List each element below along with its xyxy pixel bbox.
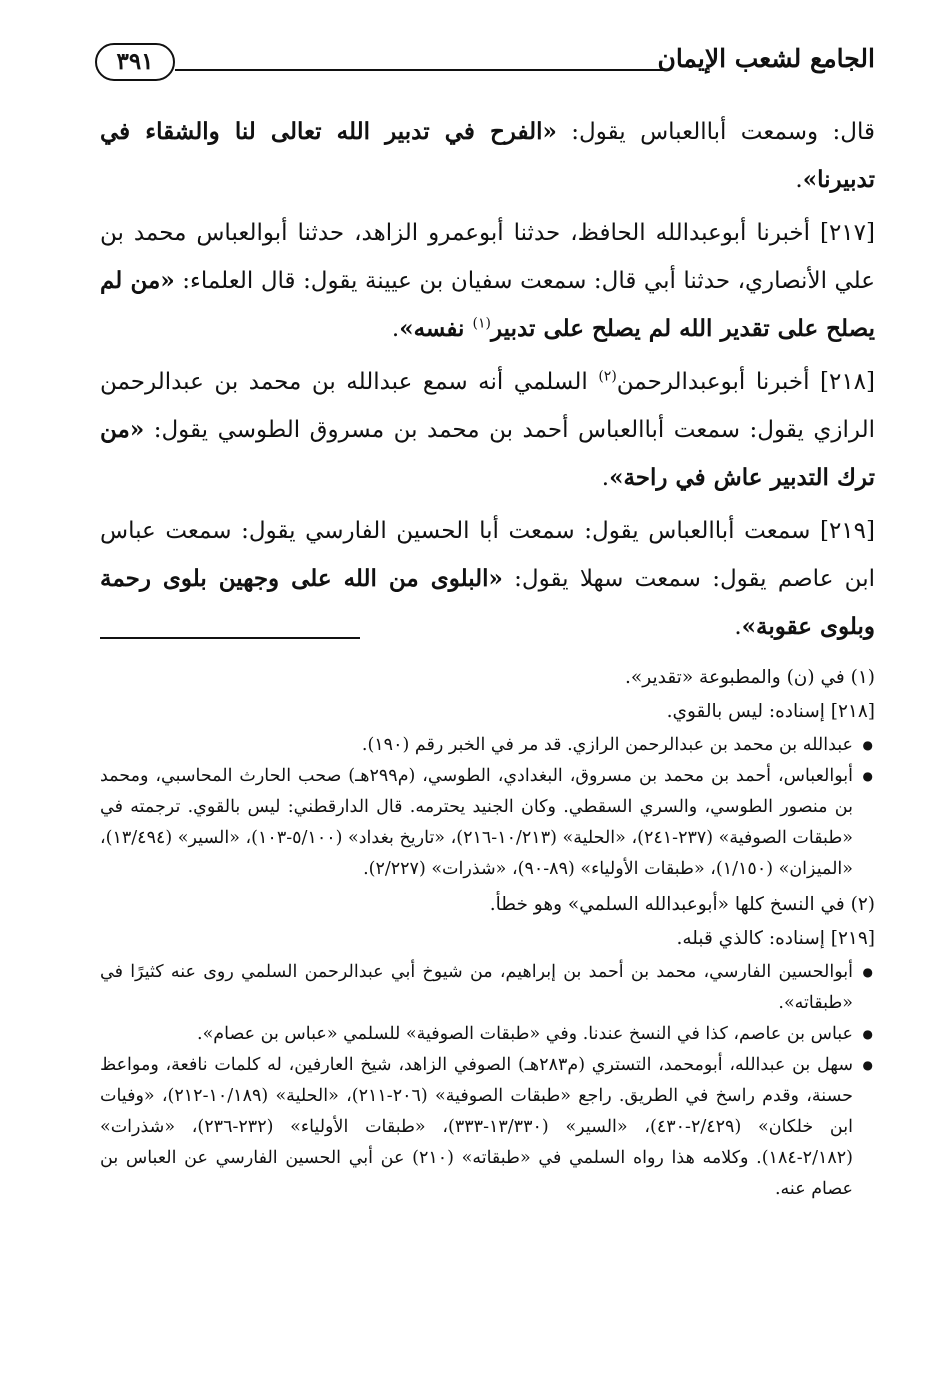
list-item: ● سهل بن عبدالله، أبومحمد، التستري (م٢٨٣هـ) الصوفي الزاهد، شيخ العارفين، له كلمات نافعة، ومواعظ حسنة، وقدم راسخ في الطريق. راجع «طبقات الصوفية» (٢٠٦-٢١١)، «الحلية» (١٠/١٨٩-٢١٢)، «وفيات ابن خلكان» (٢/٤٢٩-٤٣٠)، «السير» (١٣/٣٣٠-٣٣٣)، «طبقات الأولياء» (٢٣٢-٢٣٦)، «شذرات» (٢/١٨٢-١٨٤). وكلامه هذا رواه السلمي في «طبقاته» (٢١٠) عن أبي الحسين الفارسي عن العباس بن عصام عنه. [100, 1050, 875, 1205]
header-rule [175, 69, 665, 71]
main-text [100, 108, 875, 657]
paragraph-saying [100, 108, 875, 204]
hadith-number: [٢١٧] [819, 220, 875, 246]
footnote-ref[interactable]: (٢) [598, 368, 617, 385]
hadith-217 [100, 210, 875, 353]
list-item: ● أبوالحسين الفارسي، محمد بن أحمد بن إبراهيم، من شيوخ أبي عبدالرحمن السلمي روى عنه كثيرًا في «طبقاته». [100, 957, 875, 1019]
hadith-end: . [601, 465, 610, 491]
hadith-quote: «البلوى من الله على وجهين بلوى رحمة وبلوى عقوبة» [100, 565, 875, 640]
footnote-1: (١) في (ن) والمطبوعة «تقدير». [625, 667, 875, 688]
list-item: ● عباس بن عاصم، كذا في النسخ عندنا. وفي «طبقات الصوفية» للسلمي «عباس بن عصام». [100, 1019, 875, 1050]
notes-219-list [100, 957, 875, 1205]
saying-end: . [795, 167, 803, 193]
hadith-219 [100, 508, 875, 651]
hadith-number: [٢١٩] [819, 518, 875, 544]
hadith-chain: أخبرنا أبوعبدالرحمن [616, 369, 820, 395]
book-title: الجامع لشعب الإيمان [657, 44, 875, 73]
list-item: ● عبدالله بن محمد بن عبدالرحمن الرازي. قد مر في الخبر رقم (١٩٠). [100, 730, 875, 761]
hadith-chain: أخبرنا أبوعبدالله الحافظ، حدثنا أبوعمرو الزاهد، حدثنا أبوالعباس محمد بن علي الأنصاري، حدثنا أبي قال: سمعت سفيان بن عيينة يقول: قال العلماء: [100, 220, 876, 294]
notes-218-list [100, 730, 875, 885]
footnote-ref[interactable]: (١) [472, 315, 491, 332]
saying-quote: «الفرح في تدبير الله تعالى لنا والشقاء في تدبيرنا» [100, 118, 875, 193]
page-number: ٣٩١ [95, 43, 175, 81]
footnotes [100, 662, 875, 1209]
saying-intro: قال: وسمعت أباالعباس يقول: [556, 119, 876, 145]
isnad-note-218: [٢١٨] إسناده: ليس بالقوي. [666, 701, 875, 722]
hadith-chain: سمعت أباالعباس يقول: سمعت أبا الحسين الفارسي يقول: سمعت عباس ابن عاصم يقول: سمعت سهلا يقول: [100, 518, 875, 592]
hadith-end: . [734, 614, 742, 640]
hadith-chain-rest: السلمي أنه سمع عبدالله بن محمد بن عبدالرحمن الرازي يقول: سمعت أباالعباس أحمد بن محمد بن مسروق الطوسي يقول: [100, 369, 875, 443]
footnote-separator [100, 637, 360, 639]
footnote-2: (٢) في النسخ كلها «أبوعبدالله السلمي» وهو خطأ. [489, 894, 875, 915]
isnad-note-219: [٢١٩] إسناده: كالذي قبله. [676, 928, 875, 949]
hadith-quote: «من ترك التدبير عاش في راحة» [100, 416, 875, 491]
hadith-quote-end: نفسه» [399, 315, 473, 342]
hadith-218 [100, 359, 875, 502]
hadith-quote: «من لم يصلح على تقدير الله لم يصلح على تدبير [100, 267, 875, 342]
hadith-end: . [391, 316, 400, 342]
hadith-number: [٢١٨] [819, 369, 876, 395]
list-item: ● أبوالعباس، أحمد بن محمد بن مسروق، البغدادي، الطوسي، (م٢٩٩هـ) صحب الحارث المحاسبي، ومحمد بن منصور الطوسي، والسري السقطي. وكان الجنيد يحترمه. قال الدارقطني: ليس بالقوي. ترجمته في «طبقات الصوفية» (٢٣٧-٢٤١)، «الحلية» (١٠/٢١٣-٢١٦)، «تاريخ بغداد» (٥/١٠٠-١٠٣)، «السير» (١٣/٤٩٤)، «الميزان» (١/١٥٠)، «طبقات الأولياء» (٨٩-٩٠)، «شذرات» (٢/٢٢٧). [100, 761, 875, 885]
running-header [95, 38, 875, 88]
